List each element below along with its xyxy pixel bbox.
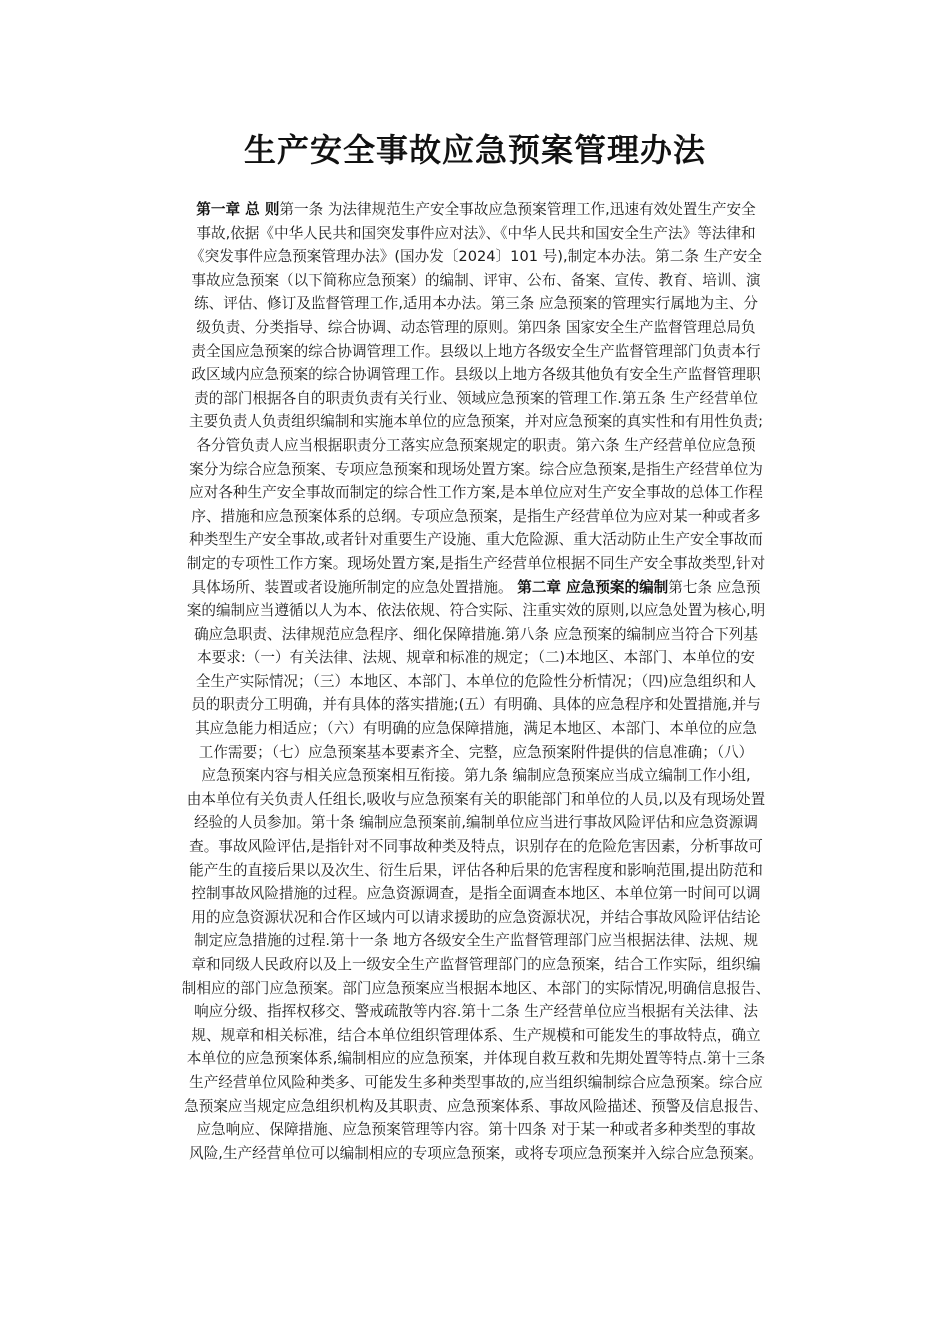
body-text-segment: 应对各种生产安全事故而制定的综合性工作方案,是本单位应对生产安全事故的总体工作程 [189,484,763,502]
body-text-segment: 责全国应急预案的综合协调管理工作。县级以上地方各级安全生产监督管理部门负责本行 [191,342,761,360]
body-text-segment: 全生产实际情况；（三）本地区、本部门、本单位的危险性分析情况；（四)应急组织和人 [195,672,757,690]
body-text-segment: 制定的专项性工作方案。现场处置方案,是指生产经营单位根据不同生产安全事故类型,针对 [186,554,766,572]
body-text-segment: 急预案应当规定应急组织机构及其职责、应急预案体系、事故风险描述、预警及信息报告、 [184,1097,768,1115]
body-line [142,1142,810,1166]
body-line [142,717,810,741]
body-line [142,859,810,883]
body-text-segment: 事故应急预案（以下简称应急预案）的编制、评审、公布、备案、宣传、教育、培训、演 [191,271,761,289]
body-line [142,741,810,765]
body-text-segment: 员的职责分工明确，并有具体的落实措施;(五）有明确、具体的应急程序和处置措施,并与 [191,696,761,714]
body-text-segment: 制相应的部门应急预案。部门应急预案应当根据本地区、本部门的实际情况,明确信息报告、 [181,979,771,997]
body-text-segment: 制定应急措施的过程.第十一条 地方各级安全生产监督管理部门应当根据法律、法规、规 [194,932,758,950]
body-line [142,410,810,434]
body-text-segment: 工作需要；（七）应急预案基本要素齐全、完整，应急预案附件提供的信息准确；（八） [198,743,754,761]
body-text-segment: 主要负责人负责组织编制和实施本单位的应急预案，并对应急预案的真实性和有用性负责; [188,413,764,431]
chapter-heading: 第二章 应急预案的编制 [517,578,669,596]
body-text-segment: 第一条 为法律规范生产安全事故应急预案管理工作,迅速有效处置生产安全 [279,201,756,218]
body-text-segment: 能产生的直接后果以及次生、衍生后果，评估各种后果的危害程度和影响范围,提出防范和 [189,861,763,879]
body-line [142,953,810,977]
body-line [142,458,810,482]
body-text-segment: 由本单位有关负责人任组长,吸收与应急预案有关的职能部门和单位的人员,以及有现场处置 [186,790,766,808]
document-body [142,198,810,1165]
body-text-segment: 案的编制应当遵循以人为本、依法依规、符合实际、注重实效的原则,以应急处置为核心,明 [186,602,766,620]
body-line [142,1118,810,1142]
body-text-segment: 种类型生产安全事故,或者针对重要生产设施、重大危险源、重大活动防止生产安全事故而 [189,531,763,549]
body-text-segment: 控制事故风险措施的过程。应急资源调查，是指全面调查本地区、本单位第一时间可以调 [191,885,761,903]
body-line [142,198,810,222]
body-text-segment: 确应急职责、法律规范应急程序、细化保障措施.第八条 应急预案的编制应当符合下列基 [194,625,758,643]
body-text-segment: 各分管负责人应当根据职责分工落实应急预案规定的职责。第六条 生产经营单位应急预 [196,436,756,454]
body-line [142,1024,810,1048]
body-text-segment: 风险,生产经营单位可以编制相应的专项应急预案，或将专项应急预案并入综合应急预案。 [189,1144,763,1162]
body-line [142,906,810,930]
body-text-segment: 用的应急资源状况和合作区域内可以请求援助的应急资源状况，并结合事故风险评估结论 [191,908,761,926]
body-text-segment: 练、评估、修订及监督管理工作,适用本办法。第三条 应急预案的管理实行属地为主、分 [194,295,758,313]
body-line [142,269,810,293]
body-text-segment: 章和同级人民政府以及上一级安全生产监督管理部门的应急预案，结合工作实际，组织编 [191,956,761,973]
body-text-segment: 应急响应、保障措施、应急预案管理等内容。第十四条 对于某一种或者多种类型的事故 [196,1121,756,1139]
body-line [142,929,810,953]
body-line [142,552,810,576]
body-line [142,528,810,552]
body-line [142,646,810,670]
body-text-segment: 本要求:（一）有关法律、法规、规章和标准的规定；（二)本地区、本部门、本单位的安 [197,649,755,667]
body-line [142,835,810,859]
body-line [142,764,810,788]
body-line [142,882,810,906]
body-line [142,1047,810,1071]
chapter-heading: 第一章 总 则 [196,201,280,218]
body-line [142,1071,810,1095]
body-text-segment: 生产经营单位风险种类多、可能发生多种类型事故的,应当组织编制综合应急预案。综合应 [189,1073,763,1091]
body-text-segment: 《突发事件应急预案管理办法》(国办发〔2024〕101 号),制定本办法。第二条 生产安全 [190,248,762,266]
body-text-segment: 规、规章和相关标准，结合本单位组织管理体系、生产规模和可能发生的事故特点，确立 [191,1026,761,1044]
body-text-segment: 第七条 应急预 [668,578,761,596]
body-text-segment: 经验的人员参加。第十条 编制应急预案前,编制单位应当进行事故风险评估和应急资源调 [194,814,758,832]
body-line [142,599,810,623]
body-line [142,316,810,340]
body-line [142,222,810,246]
document-title: 生产安全事故应急预案管理办法 [243,131,706,169]
body-line [142,387,810,411]
body-text-segment: 序、措施和应急预案体系的总纲。专项应急预案，是指生产经营单位为应对某一种或者多 [191,507,761,525]
body-line [142,788,810,812]
body-text-segment: 应急预案内容与相关应急预案相互衔接。第九条 编制应急预案应当成立编制工作小组, [201,767,751,785]
body-line [142,1095,810,1119]
body-text-segment: 案分为综合应急预案、专项应急预案和现场处置方案。综合应急预案,是指生产经营单位为 [189,460,763,478]
body-text-segment: 查。事故风险评估,是指针对不同事故种类及特点，识别存在的危险危害因素，分析事故可 [189,838,763,856]
body-text-segment: 本单位的应急预案体系,编制相应的应急预案，并体现自救互救和先期处置等特点.第十三条 [186,1050,766,1068]
body-line [142,576,810,600]
body-line [142,977,810,1001]
body-text-segment: 责的部门根据各自的职责负责有关行业、领域应急预案的管理工作.第五条 生产经营单位 [194,389,758,407]
body-line [142,670,810,694]
body-line [142,245,810,269]
body-line [142,434,810,458]
body-line [142,481,810,505]
body-line [142,1000,810,1024]
body-text-segment: 事故,依据《中华人民共和国突发事件应对法》、《中华人民共和国安全生产法》等法律和 [196,224,756,242]
body-text-segment: 级负责、分类指导、综合协调、动态管理的原则。第四条 国家安全生产监督管理总局负 [196,318,756,336]
body-line [142,505,810,529]
body-line [142,693,810,717]
body-text-segment: 其应急能力相适应；（六）有明确的应急保障措施，满足本地区、本部门、本单位的应急 [195,720,757,738]
body-line [142,811,810,835]
body-text-segment: 具体场所、装置或者设施所制定的应急处置措施。 [191,578,518,596]
body-line [142,292,810,316]
body-line [142,340,810,364]
body-line [142,623,810,647]
body-text-segment: 响应分级、指挥权移交、警戒疏散等内容.第十二条 生产经营单位应当根据有关法律、法 [194,1003,758,1021]
body-text-segment: 政区域内应急预案的综合协调管理工作。县级以上地方各级其他负有安全生产监督管理职 [191,366,761,384]
body-line [142,363,810,387]
